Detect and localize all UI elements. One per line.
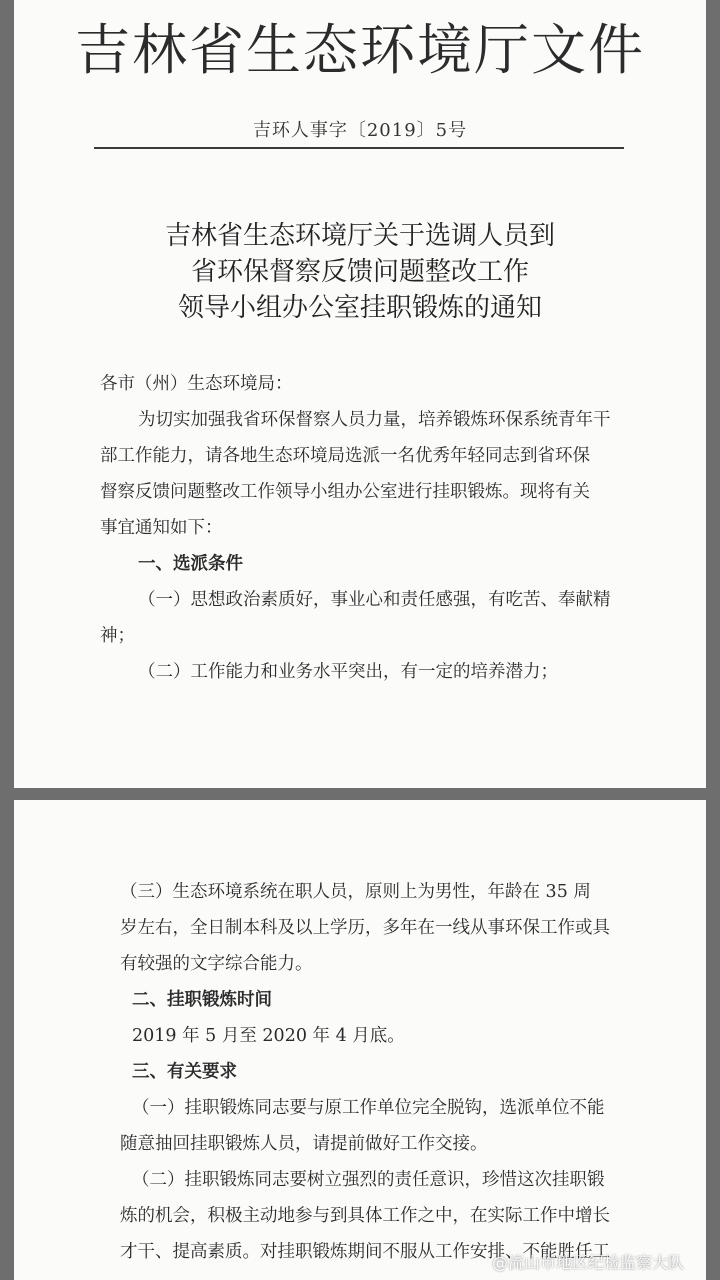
paragraph-line: 才干、提高素质。对挂职锻炼期间不服从工作安排、不能胜任工 bbox=[120, 1242, 610, 1262]
paragraph-line: （二）工作能力和业务水平突出，有一定的培养潜力； bbox=[138, 662, 558, 682]
paragraph-line: 督察反馈问题整改工作领导小组办公室进行挂职锻炼。现将有关 bbox=[100, 482, 590, 502]
paragraph-line: 有较强的文字综合能力。 bbox=[120, 954, 313, 974]
document-header-title: 吉林省生态环境厅文件 bbox=[74, 18, 645, 82]
document-number: 吉环人事字〔2019〕5号 bbox=[252, 120, 468, 141]
paragraph-line: （三）生态环境系统在职人员，原则上为男性，年龄在 35 周 bbox=[120, 882, 591, 902]
paragraph-line: 部工作能力，请各地生态环境局选派一名优秀年轻同志到省环保 bbox=[100, 446, 590, 466]
section-heading: 二、挂职锻炼时间 bbox=[132, 990, 272, 1010]
document-page-1 bbox=[14, 0, 706, 788]
watermark: @流山市地区纪检监察大队 bbox=[492, 1253, 685, 1272]
period-line: 2019 年 5 月至 2020 年 4 月底。 bbox=[132, 1026, 405, 1046]
salutation: 各市（州）生态环境局： bbox=[100, 374, 293, 394]
section-heading: 一、选派条件 bbox=[138, 554, 243, 574]
notice-title-line: 吉林省生态环境厅关于选调人员到 bbox=[164, 221, 555, 251]
paragraph-line: 神； bbox=[100, 626, 135, 646]
notice-title-line: 省环保督察反馈问题整改工作 bbox=[190, 257, 529, 287]
document-page-2 bbox=[14, 800, 706, 1280]
notice-title bbox=[14, 218, 706, 326]
paragraph-line: 随意抽回挂职锻炼人员，请提前做好工作交接。 bbox=[120, 1134, 488, 1154]
paragraph-line: （一）思想政治素质好，事业心和责任感强，有吃苦、奉献精 bbox=[138, 590, 611, 610]
paragraph-line: 事宜通知如下： bbox=[100, 518, 223, 538]
paragraph-line: （二）挂职锻炼同志要树立强烈的责任意识，珍惜这次挂职锻 bbox=[132, 1170, 605, 1190]
paragraph-line: 炼的机会，积极主动地参与到具体工作之中，在实际工作中增长 bbox=[120, 1206, 610, 1226]
header-divider bbox=[94, 147, 624, 149]
notice-title-line: 领导小组办公室挂职锻炼的通知 bbox=[177, 293, 542, 323]
paragraph-line: 岁左右，全日制本科及以上学历，多年在一线从事环保工作或具 bbox=[120, 918, 610, 938]
section-heading: 三、有关要求 bbox=[132, 1062, 237, 1082]
paragraph-line: 为切实加强我省环保督察人员力量，培养锻炼环保系统青年干 bbox=[138, 410, 611, 430]
paragraph-line: （一）挂职锻炼同志要与原工作单位完全脱钩，选派单位不能 bbox=[132, 1098, 605, 1118]
